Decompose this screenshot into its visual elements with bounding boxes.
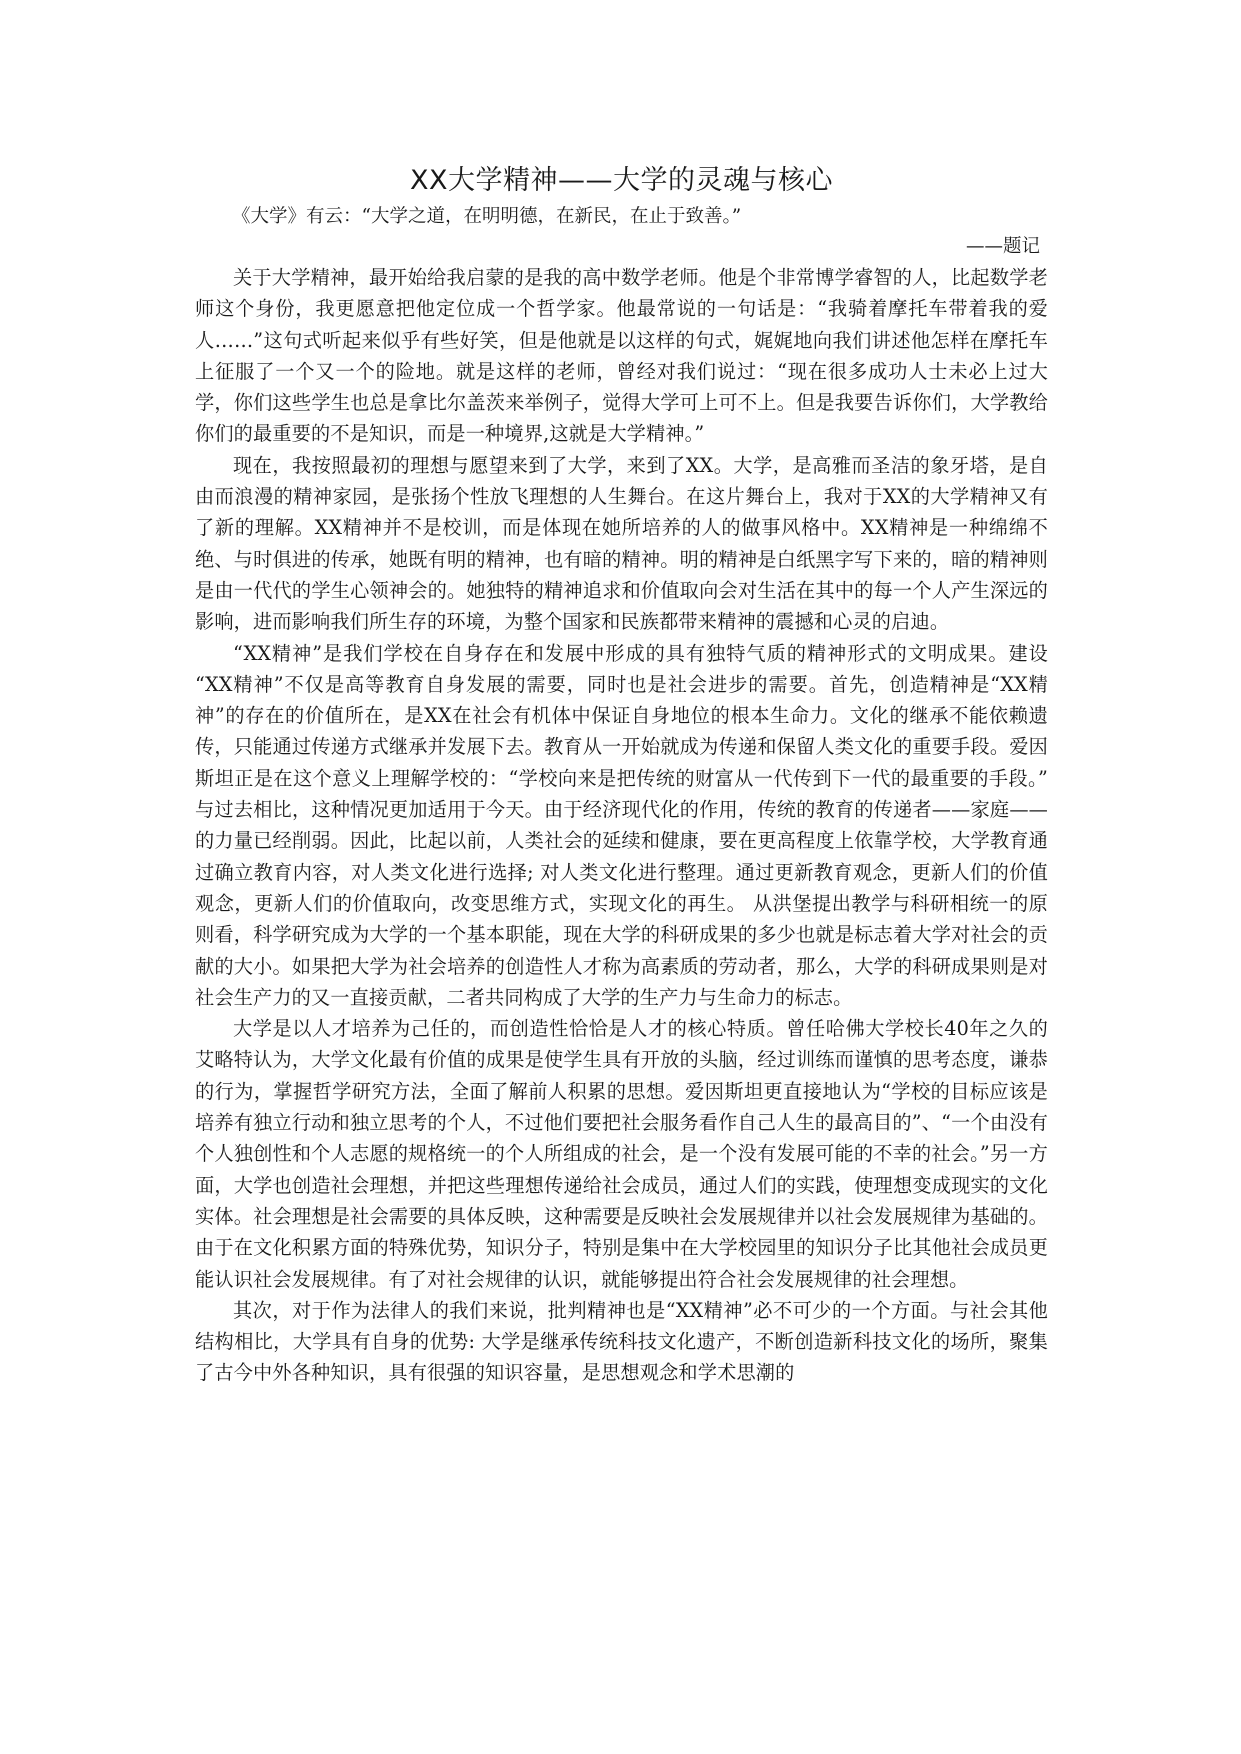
document-title: XX大学精神——大学的灵魂与核心: [410, 165, 833, 196]
epigraph-attribution: ——题记: [965, 236, 1040, 257]
document-body: [195, 162, 1048, 1389]
body-paragraph-3: “XX精神”是我们学校在自身存在和发展中形成的具有独特气质的精神形式的文明成果。建设 “XX精神”不仅是高等教育自身发展的需要，同时也是社会进步的需要。首先，创造精神是“XX精神”的存在的价值所在，是XX在社会有机体中保证自身地位的根本生命力。文化的继承不能依赖遗传，只能通过传递方式继承并发展下去。教育从一开始就成为传递和保留人类文化的重要手段。爱因斯坦正是在这个意义上理解学校的：“学校向来是把传统的财富从一代传到下一代的最重要的手段。” 与过去相比，这种情况更加适用于今天。由于经济现代化的作用，传统的教育的传递者——家庭——的力量已经削弱。因此，比起以前，人类社会的延续和健康，要在更高程度上依靠学校，大学教育通过确立教育内容，对人类文化进行选择; 对人类文化进行整理。通过更新教育观念，更新人们的价值观念，更新人们的价值取向，改变思维方式，实现文化的再生。 从洪堡提出教学与科研相统一的原则看，科学研究成为大学的一个基本职能，现在大学的科研成果的多少也就是标志着大学对社会的贡献的大小。如果把大学为社会培养的创造性人才称为高素质的劳动者，那么，大学的科研成果则是对社会生产力的又一直接贡献，二者共同构成了大学的生产力与生命力的标志。: [195, 641, 1048, 1009]
body-paragraph-5: 其次，对于作为法律人的我们来说，批判精神也是“XX精神”必不可少的一个方面。与社会其他结构相比，大学具有自身的优势: 大学是继承传统科技文化遗产，不断创造新科技文化的场所，聚集了古今中外各种知识，具有很强的知识容量，是思想观念和学术思潮的: [195, 1298, 1048, 1385]
body-paragraph-1: 关于大学精神，最开始给我启蒙的是我的高中数学老师。他是个非常博学睿智的人，比起数学老师这个身份，我更愿意把他定位成一个哲学家。他最常说的一句话是：“我骑着摩托车带着我的爱人……”这句式听起来似乎有些好笑，但是他就是以这样的句式，娓娓地向我们讲述他怎样在摩托车上征服了一个又一个的险地。就是这样的老师，曾经对我们说过：“现在很多成功人士未必上过大学，你们这些学生也总是拿比尔盖茨来举例子，觉得大学可上可不上。但是我要告诉你们，大学教给你们的最重要的不是知识，而是一种境界,这就是大学精神。”: [195, 266, 1048, 446]
body-paragraph-4: 大学是以人才培养为己任的，而创造性恰恰是人才的核心特质。曾任哈佛大学校长40年之久的艾略特认为，大学文化最有价值的成果是使学生具有开放的头脑，经过训练而谨慎的思考态度，谦恭的行为，掌握哲学研究方法，全面了解前人积累的思想。爱因斯坦更直接地认为“学校的目标应该是培养有独立行动和独立思考的个人，不过他们要把社会服务看作自己人生的最高目的”、“一个由没有个人独创性和个人志愿的规格统一的个人所组成的社会，是一个没有发展可能的不幸的社会。”另一方面，大学也创造社会理想，并把这些理想传递给社会成员，通过人们的实践，使理想变成现实的文化实体。社会理想是社会需要的具体反映，这种需要是反映社会发展规律并以社会发展规律为基础的。由于在文化积累方面的特殊优势，知识分子，特别是集中在大学校园里的知识分子比其他社会成员更能认识社会发展规律。有了对社会规律的认识，就能够提出符合社会发展规律的社会理想。: [195, 1017, 1048, 1291]
epigraph-quote: 《大学》有云：“大学之道，在明明德，在新民，在止于致善。”: [232, 206, 742, 227]
body-paragraph-2: 现在，我按照最初的理想与愿望来到了大学，来到了XX。大学，是高雅而圣洁的象牙塔，是自由而浪漫的精神家园，是张扬个性放飞理想的人生舞台。在这片舞台上，我对于XX的大学精神又有了新的理解。XX精神并不是校训，而是体现在她所培养的人的做事风格中。XX精神是一种绵绵不绝、与时俱进的传承，她既有明的精神，也有暗的精神。明的精神是白纸黑字写下来的，暗的精神则是由一代代的学生心领神会的。她独特的精神追求和价值取向会对生活在其中的每一个人产生深远的影响，进而影响我们所生存的环境，为整个国家和民族都带来精神的震撼和心灵的启迪。: [195, 453, 1048, 634]
